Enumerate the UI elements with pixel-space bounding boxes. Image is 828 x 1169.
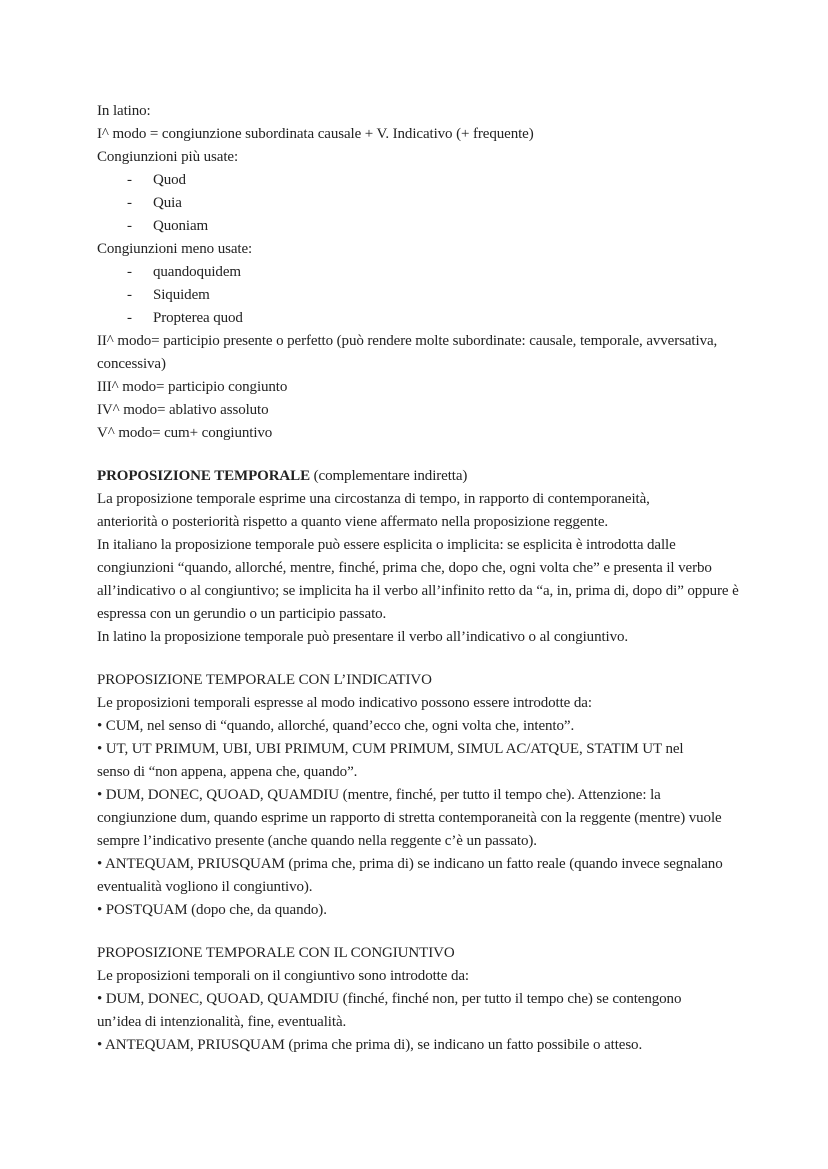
text-line: I^ modo = congiunzione subordinata causale + V. Indicativo (+ frequente)	[97, 126, 534, 142]
list-item	[97, 261, 758, 284]
list-item-text: Quoniam	[153, 218, 209, 234]
text-line: In latino la proposizione temporale può presentare il verbo all’indicativo o al congiuntivo.	[97, 629, 629, 645]
text-line: IV^ modo= ablativo assoluto	[97, 402, 269, 418]
list-item-text: Siquidem	[153, 287, 210, 303]
section-temporale-indicativo	[97, 669, 758, 922]
bullet-line: • CUM, nel senso di “quando, allorché, quand’ecco che, ogni volta che, intento”.	[97, 718, 575, 734]
dash-marker: -	[127, 195, 132, 211]
list-item-text: quandoquidem	[153, 264, 241, 280]
bullet-line: • UT, UT PRIMUM, UBI, UBI PRIMUM, CUM PRIMUM, SIMUL AC/ATQUE, STATIM UT nel	[97, 741, 684, 757]
text-line: congiunzioni “quando, allorché, mentre, finché, prima che, dopo che, ogni volta che” e presenta il verbo	[97, 560, 712, 576]
list-item	[97, 307, 758, 330]
section-proposizione-temporale	[97, 465, 758, 649]
section-heading	[97, 465, 758, 488]
dash-marker: -	[127, 287, 132, 303]
bullet-line: • ANTEQUAM, PRIUSQUAM (prima che prima di), se indicano un fatto possibile o atteso.	[97, 1037, 643, 1053]
text-line: un’idea di intenzionalità, fine, eventualità.	[97, 1014, 347, 1030]
text-line: La proposizione temporale esprime una circostanza di tempo, in rapporto di contemporaneità,	[97, 491, 650, 507]
section-heading: PROPOSIZIONE TEMPORALE CON L’INDICATIVO	[97, 672, 432, 688]
text-line: Le proposizioni temporali on il congiuntivo sono introdotte da:	[97, 968, 469, 984]
text-line: III^ modo= participio congiunto	[97, 379, 288, 395]
list-item-text: Quia	[153, 195, 182, 211]
bullet-line: • POSTQUAM (dopo che, da quando).	[97, 902, 327, 918]
text-line: V^ modo= cum+ congiuntivo	[97, 425, 273, 441]
section-heading: PROPOSIZIONE TEMPORALE CON IL CONGIUNTIVO	[97, 945, 455, 961]
list-item	[97, 215, 758, 238]
section-heading-bold: PROPOSIZIONE TEMPORALE	[97, 468, 310, 484]
list-item	[97, 169, 758, 192]
bullet-line: • ANTEQUAM, PRIUSQUAM (prima che, prima di) se indicano un fatto reale (quando invece segnalano	[97, 856, 723, 872]
text-line: sempre l’indicativo presente (anche quando nella reggente c’è un passato).	[97, 833, 537, 849]
list-item	[97, 192, 758, 215]
bullet-line: • DUM, DONEC, QUOAD, QUAMDIU (mentre, finché, per tutto il tempo che). Attenzione: la	[97, 787, 661, 803]
list-item-text: Quod	[153, 172, 186, 188]
list-item	[97, 284, 758, 307]
dash-marker: -	[127, 172, 132, 188]
text-line: Congiunzioni più usate:	[97, 149, 239, 165]
text-line: In italiano la proposizione temporale può essere esplicita o implicita: se esplicita è introdotta dalle	[97, 537, 676, 553]
text-line: senso di “non appena, appena che, quando”.	[97, 764, 358, 780]
dash-marker: -	[127, 264, 132, 280]
text-line: In latino:	[97, 103, 151, 119]
text-line: anteriorità o posteriorità rispetto a quanto viene affermato nella proposizione reggente.	[97, 514, 609, 530]
text-line: Congiunzioni meno usate:	[97, 241, 253, 257]
text-line: eventualità vogliono il congiuntivo).	[97, 879, 313, 895]
text-line: II^ modo= participio presente o perfetto (può rendere molte subordinate: causale, temporale, avversativa,	[97, 333, 718, 349]
list-item-text: Propterea quod	[153, 310, 243, 326]
section-intro	[97, 100, 758, 445]
text-line: Le proposizioni temporali espresse al modo indicativo possono essere introdotte da:	[97, 695, 592, 711]
dash-marker: -	[127, 310, 132, 326]
text-line: all’indicativo o al congiuntivo; se implicita ha il verbo all’infinito retto da “a, in, prima di, dopo di” oppure è	[97, 583, 739, 599]
section-temporale-congiuntivo	[97, 942, 758, 1057]
dash-marker: -	[127, 218, 132, 234]
section-heading-note: (complementare indiretta)	[309, 468, 468, 484]
text-line: espressa con un gerundio o un participio passato.	[97, 606, 387, 622]
text-line: congiunzione dum, quando esprime un rapporto di stretta contemporaneità con la reggente (mentre) vuole	[97, 810, 722, 826]
text-line: concessiva)	[97, 356, 166, 372]
bullet-line: • DUM, DONEC, QUOAD, QUAMDIU (finché, finché non, per tutto il tempo che) se contengono	[97, 991, 682, 1007]
